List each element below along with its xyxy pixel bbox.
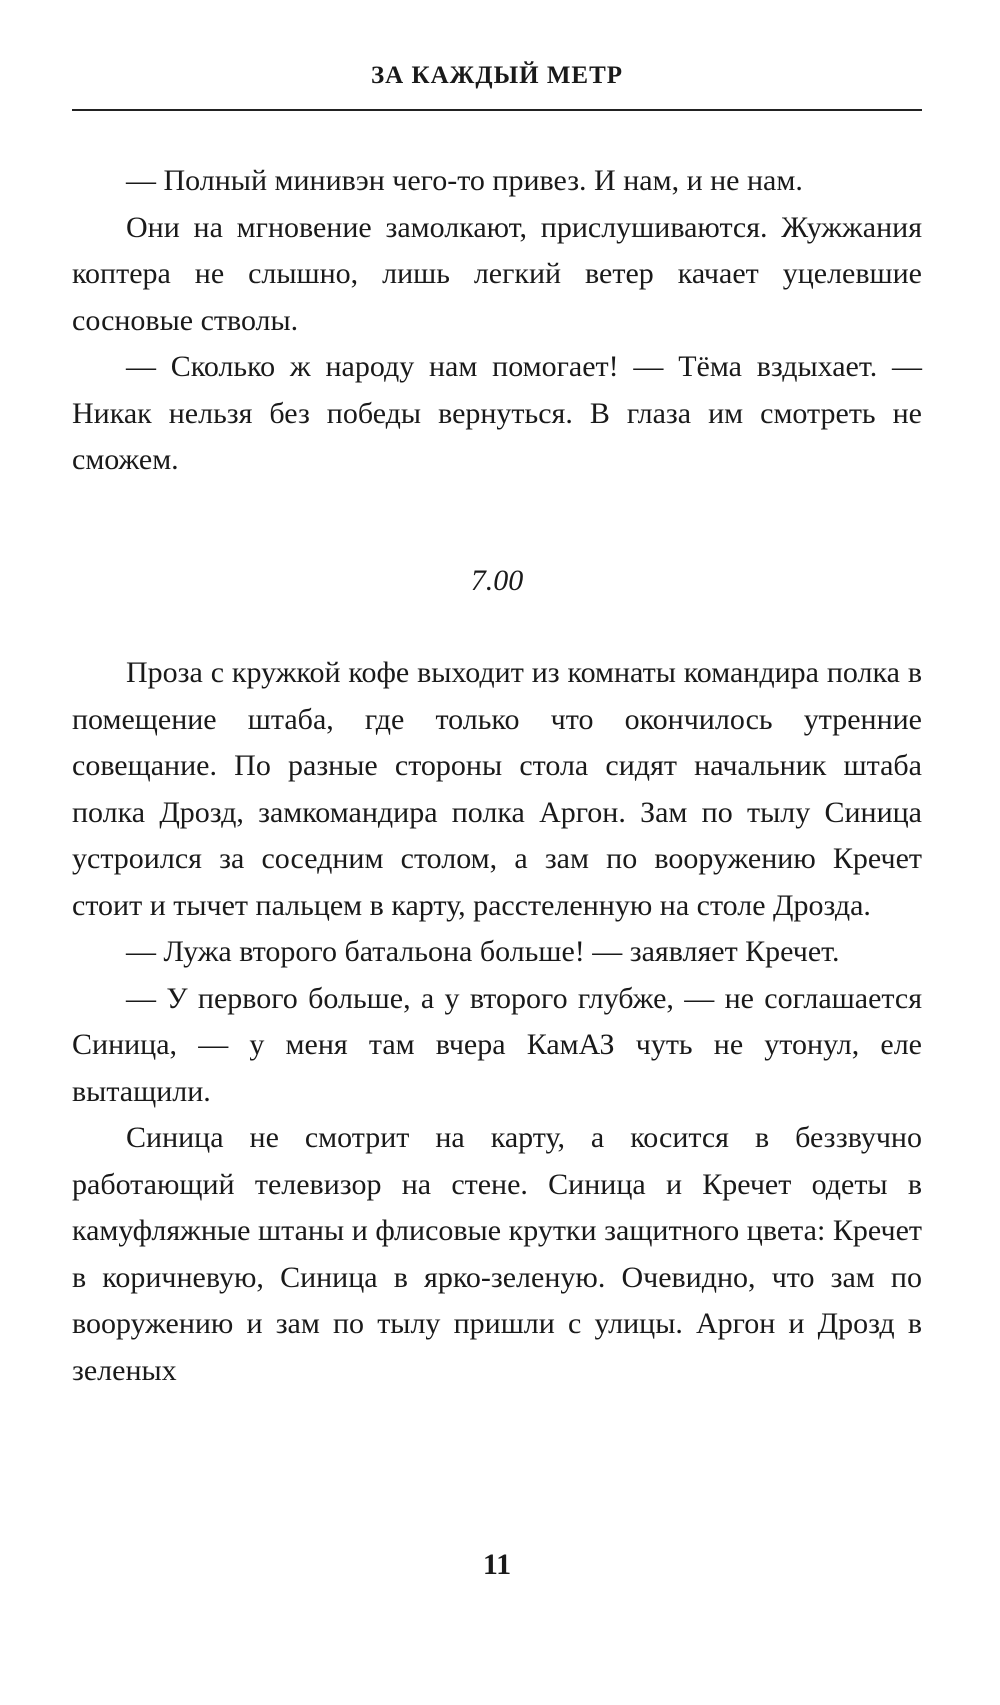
header-rule <box>72 109 922 111</box>
text-block-main <box>72 650 922 1394</box>
paragraph: — Полный минивэн чего-то привез. И нам, и не нам. <box>126 164 803 197</box>
section-heading-time: 7.00 <box>470 564 524 597</box>
paragraph: — Сколько ж народу нам помогает! — Тёма вздыхает. — Никак нельзя без победы вернуться. В глаза им смотреть не сможем. <box>72 350 922 476</box>
paragraph: — У первого больше, а у второго глубже, — не соглашается Синица, — у меня там вчера КамАЗ чуть не утонул, еле вытащили. <box>72 981 922 1108</box>
running-head: ЗА КАЖДЫЙ МЕТР <box>370 62 624 89</box>
paragraph: Проза с кружкой кофе выходит из комнаты командира полка в помещение штаба, где только что окончилось утренние совещание. По разные стороны стола сидят начальник штаба полка Дрозд, замкомандира полка Аргон. Зам по тылу Синица устроился за соседним столом, а зам по вооружению Кречет стоит и тычет пальцем в карту, расстеленную на столе Дрозда. <box>72 656 922 922</box>
paragraph: Синица не смотрит на карту, а косится в беззвучно работающий телевизор на стене. Синица и Кречет одеты в камуфляжные штаны и флисовые крутки защитного цвета: Кречет в коричневую, Синица в ярко-зеленую. Очевидно, что зам по вооружению и зам по тылу пришли с улицы. Аргон и Дрозд в зеленых <box>72 1121 922 1387</box>
paragraph: — Лужа второго батальона больше! — заявляет Кречет. <box>126 935 840 968</box>
page-number: 11 <box>482 1548 512 1581</box>
paragraph: Они на мгновение замолкают, прислушиваются. Жужжания коптера не слышно, лишь легкий ветер качает уцелевшие сосновые стволы. <box>72 210 922 337</box>
text-block-top <box>72 158 922 484</box>
